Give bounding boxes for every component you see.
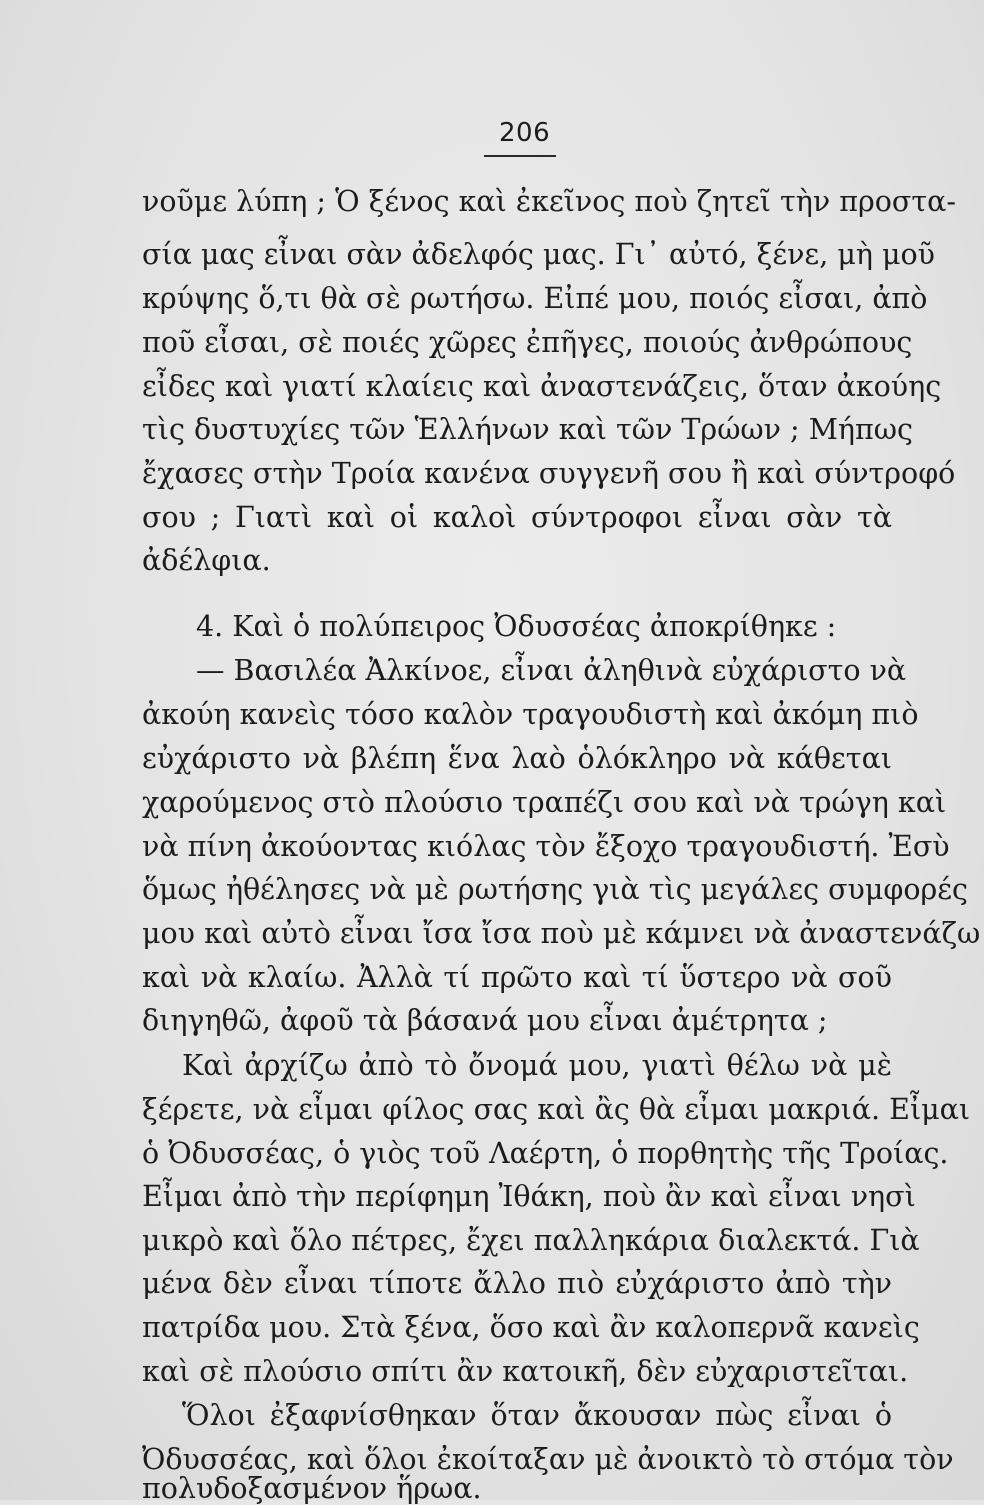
text-line: καὶ νὰ κλαίω. Ἀλλὰ τί πρῶτο καὶ τί ὕστερο νὰ σοῦ (142, 961, 892, 994)
text-line: ἔχασες στὴν Τροία κανένα συγγενῆ σου ἢ καὶ σύντροφό (142, 457, 956, 490)
text-line: Ὀδυσσέας, καὶ ὅλοι ἐκοίταξαν μὲ ἀνοικτὸ τὸ στόμα τὸν (142, 1443, 954, 1476)
text-line: — Βασιλέα Ἀλκίνοε, εἶναι ἀληθινὰ εὐχάριστο νὰ (196, 654, 907, 687)
text-line: χαρούμενος στὸ πλούσιο τραπέζι σου καὶ νὰ τρώγη καὶ (142, 786, 947, 819)
text-line: ἀδέλφια. (142, 544, 271, 577)
text-line: ποῦ εἶσαι, σὲ ποιές χῶρες ἐπῆγες, ποιούς ἀνθρώπους (142, 326, 913, 359)
text-line: καὶ σὲ πλούσιο σπίτι ἂν κατοικῆ, δὲν εὐχαριστεῖται. (142, 1355, 909, 1388)
text-line: Καὶ ἀρχίζω ἀπὸ τὸ ὄνομά μου, γιατὶ θέλω νὰ μὲ (182, 1049, 892, 1082)
text-line: εἶδες καὶ γιατί κλαίεις καὶ ἀναστενάζεις, ὅταν ἀκούης (142, 370, 942, 403)
text-line: μένα δὲν εἶναι τίποτε ἄλλο πιὸ εὐχάριστο ἀπὸ τὴν (142, 1267, 892, 1300)
text-line: ξέρετε, νὰ εἶμαι φίλος σας καὶ ἂς θὰ εἶμαι μακριά. Εἶμαι (142, 1093, 971, 1126)
text-line: ὅμως ἠθέλησες νὰ μὲ ρωτήσης γιὰ τὶς μεγάλες συμφορές (142, 873, 968, 906)
page-number: 206 (499, 118, 551, 148)
text-line: μου καὶ αὐτὸ εἶναι ἴσα ἴσα ποὺ μὲ κάμνει νὰ ἀναστενάζω (142, 917, 981, 950)
text-line: σου ; Γιατὶ καὶ οἱ καλοὶ σύντροφοι εἶναι σὰν τὰ (142, 501, 892, 534)
text-line: σία μας εἶναι σὰν ἀδελφός μας. Γι᾽ αὐτό, ξένε, μὴ μοῦ (142, 238, 935, 271)
text-line: ἀκούη κανεὶς τόσο καλὸν τραγουδιστὴ καὶ ἀκόμη πιὸ (142, 698, 919, 731)
text-line: μικρὸ καὶ ὅλο πέτρες, ἔχει παλληκάρια διαλεκτά. Γιὰ (142, 1224, 920, 1257)
page-number-underline (484, 155, 556, 157)
text-line: εὐχάριστο νὰ βλέπη ἕνα λαὸ ὁλόκληρο νὰ κάθεται (142, 742, 892, 775)
text-line: νὰ πίνη ἀκούοντας κιόλας τὸν ἔξοχο τραγουδιστή. Ἐσὺ (142, 830, 950, 863)
text-line: Εἶμαι ἀπὸ τὴν περίφημη Ἰθάκη, ποὺ ἂν καὶ εἶναι νησὶ (142, 1180, 916, 1213)
text-line: νοῦμε λύπη ; Ὁ ξένος καὶ ἐκεῖνος ποὺ ζητεῖ τὴν προστα- (142, 185, 956, 218)
section-heading-line: 4. Καὶ ὁ πολύπειρος Ὀδυσσέας ἀποκρίθηκε : (196, 610, 837, 643)
text-line: διηγηθῶ, ἀφοῦ τὰ βάσανά μου εἶναι ἀμέτρητα ; (142, 1004, 828, 1037)
text-line: Ὅλοι ἐξαφνίσθηκαν ὅταν ἄκουσαν πὼς εἶναι ὁ (182, 1399, 892, 1432)
text-line: πολυδοξασμένον ἥρωα. (142, 1472, 482, 1505)
text-line: κρύψης ὅ,τι θὰ σὲ ρωτήσω. Εἰπέ μου, ποιός εἶσαι, ἀπὸ (142, 282, 928, 315)
text-line: ὁ Ὀδυσσέας, ὁ γιὸς τοῦ Λαέρτη, ὁ πορθητὴς τῆς Τροίας. (142, 1137, 949, 1170)
text-line: τὶς δυστυχίες τῶν Ἑλλήνων καὶ τῶν Τρώων ; Μήπως (142, 413, 913, 446)
text-line: πατρίδα μου. Στὰ ξένα, ὅσο καὶ ἂν καλοπερνᾶ κανεὶς (142, 1311, 920, 1344)
